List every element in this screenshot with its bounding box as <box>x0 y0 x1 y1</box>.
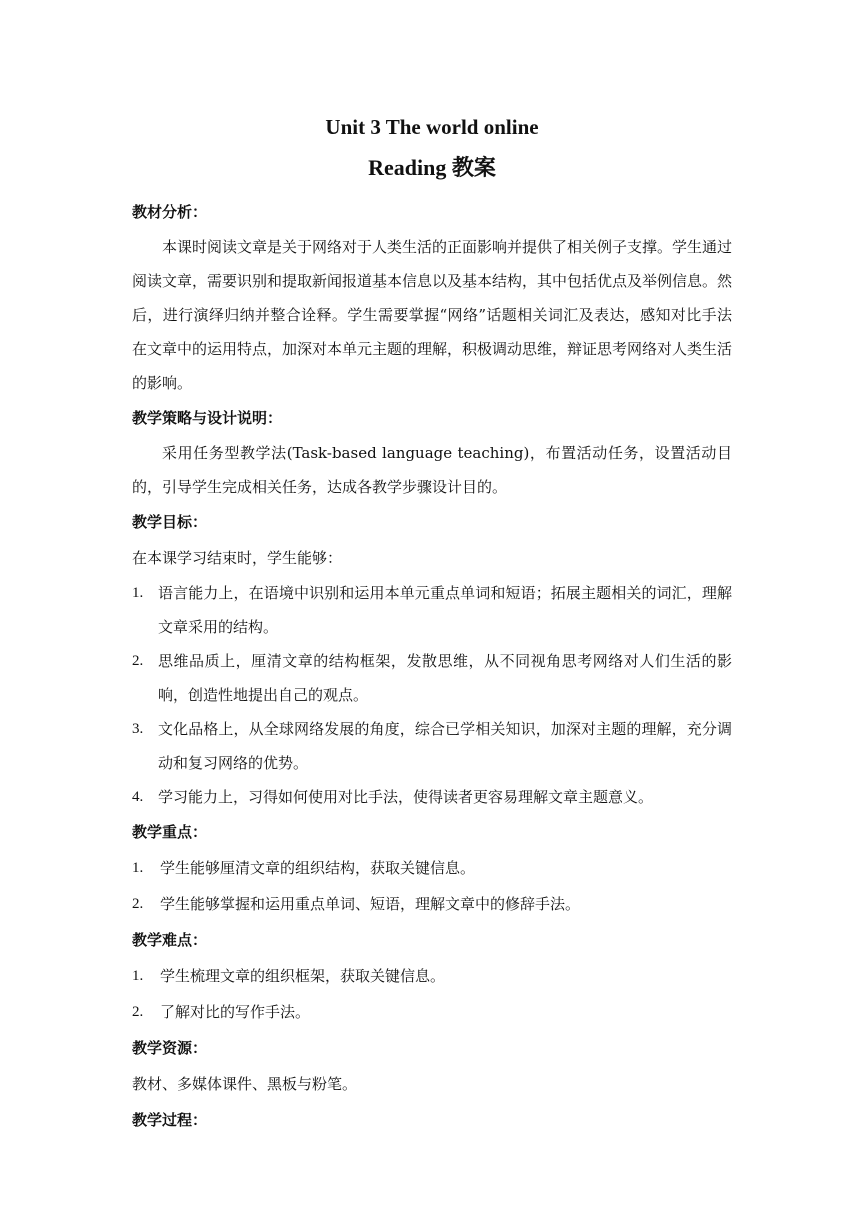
section-key-points <box>132 814 732 922</box>
list-number: 4. <box>132 789 144 805</box>
list-number: 2. <box>132 1004 144 1020</box>
section-resources <box>132 1030 732 1102</box>
section-paragraph: 教材、多媒体课件、黑板与粉笔。 <box>132 1075 358 1093</box>
list-number: 2. <box>132 896 144 912</box>
section-paragraph: 采用任务型教学法(Task-based language teaching)，布置活动任务，设置活动目的，引导学生完成相关任务，达成各教学步骤设计目的。 <box>132 444 732 496</box>
section-paragraph: 本课时阅读文章是关于网络对于人类生活的正面影响并提供了相关例子支撑。学生通过阅读文章，需要识别和提取新闻报道基本信息以及基本结构，其中包括优点及举例信息。然后，进行演绎归纳并整合诠释。学生需要掌握“网络”话题相关词汇及表达，感知对比手法在文章中的运用特点，加深对本单元主题的理解，积极调动思维，辩证思考网络对人类生活的影响。 <box>132 238 733 392</box>
section-heading: 教学策略与设计说明： <box>132 409 283 427</box>
list-item <box>132 576 732 644</box>
list-item <box>132 644 732 712</box>
difficulties-list <box>132 958 732 1030</box>
list-text: 语言能力上，在语境中识别和运用本单元重点单词和短语；拓展主题相关的词汇，理解文章采用的结构。 <box>158 584 732 636</box>
list-text: 学生能够掌握和运用重点单词、短语，理解文章中的修辞手法。 <box>160 895 581 913</box>
goals-intro: 在本课学习结束时，学生能够： <box>132 549 343 567</box>
list-item <box>132 780 732 814</box>
document-subtitle: Reading 教案 <box>368 155 496 180</box>
section-analysis <box>132 194 732 400</box>
list-item <box>132 994 732 1030</box>
section-heading: 教学资源： <box>132 1039 208 1057</box>
section-heading: 教学目标： <box>132 513 208 531</box>
list-text: 学生梳理文章的组织框架，获取关键信息。 <box>160 967 446 985</box>
list-number: 1. <box>132 585 144 601</box>
section-goals <box>132 504 732 814</box>
list-number: 1. <box>132 968 144 984</box>
list-text: 学习能力上，习得如何使用对比手法，使得读者更容易理解文章主题意义。 <box>158 788 654 806</box>
document-page <box>132 110 732 1138</box>
list-text: 文化品格上，从全球网络发展的角度，综合已学相关知识，加深对主题的理解，充分调动和复习网络的优势。 <box>158 720 732 772</box>
list-item <box>132 850 732 886</box>
section-heading: 教学过程： <box>132 1111 208 1129</box>
list-number: 3. <box>132 721 144 737</box>
list-number: 1. <box>132 860 144 876</box>
key-points-list <box>132 850 732 922</box>
list-text: 学生能够厘清文章的组织结构，获取关键信息。 <box>160 859 476 877</box>
section-heading: 教材分析： <box>132 203 208 221</box>
list-text: 思维品质上，厘清文章的结构框架，发散思维，从不同视角思考网络对人们生活的影响，创造性地提出自己的观点。 <box>158 652 732 704</box>
list-text: 了解对比的写作手法。 <box>160 1003 311 1021</box>
section-strategy <box>132 400 732 504</box>
section-process <box>132 1102 732 1138</box>
goals-list <box>132 576 732 814</box>
list-item <box>132 958 732 994</box>
section-heading: 教学难点： <box>132 931 208 949</box>
list-item <box>132 712 732 780</box>
list-number: 2. <box>132 653 144 669</box>
section-difficulties <box>132 922 732 1030</box>
list-item <box>132 886 732 922</box>
section-heading: 教学重点： <box>132 823 208 841</box>
document-title: Unit 3 The world online <box>325 115 539 139</box>
